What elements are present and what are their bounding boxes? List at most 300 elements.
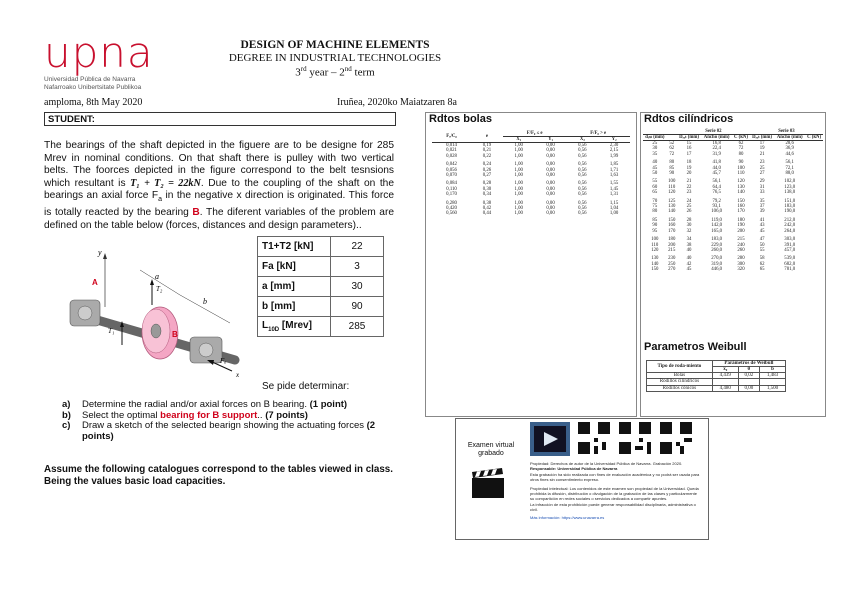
table-cell: 0,00	[546, 143, 555, 148]
recorded-exam-label: Examen virtual grabado	[467, 442, 515, 457]
table-cell: 21	[686, 179, 692, 185]
task-b: b) Select the optimal bearing for B support.. (7 points)	[62, 409, 308, 421]
label-T1: T₁	[108, 327, 115, 335]
table-cell: 27	[759, 171, 765, 177]
table-cell: 72	[669, 151, 675, 157]
table-cell: Rodillos cilíndricos	[647, 379, 713, 385]
table-cell: 270,0	[711, 256, 723, 262]
ball-table-row	[432, 161, 630, 168]
cyl-header-cell: C (kN)	[734, 135, 748, 140]
table-cell: 47	[759, 237, 765, 243]
table-cell: 180	[668, 237, 676, 243]
variable-value: 90	[331, 297, 384, 317]
ball-table-row	[432, 192, 630, 199]
table-cell: 190	[737, 223, 745, 229]
table-cell: 200	[668, 242, 676, 248]
weibull-title: Parametros Weibull	[644, 341, 747, 353]
table-cell: 100	[737, 165, 745, 171]
table-cell: 0,56	[578, 206, 587, 212]
label-y: y	[98, 248, 102, 257]
variable-key: T1+T2 [kN]	[258, 237, 331, 257]
cylindrical-catalogue-title: Rdtos cilíndricos	[644, 113, 734, 125]
variable-value: 3	[331, 257, 384, 277]
table-cell: 0,420	[446, 206, 457, 212]
table-cell: 56,1	[785, 160, 794, 166]
table-cell: Bolas	[647, 373, 713, 379]
table-cell: 17	[759, 141, 765, 146]
table-cell: 65	[652, 190, 658, 196]
table-cell: 0,56	[578, 162, 587, 168]
table-cell: 1,00	[514, 153, 523, 159]
table-cell: 1,00	[514, 200, 523, 206]
table-cell: 539,0	[784, 256, 796, 262]
table-cell: 85	[652, 217, 658, 223]
table-cell: 215	[668, 247, 676, 253]
table-cell: 0,00	[546, 192, 555, 198]
table-cell: 44,6	[785, 151, 794, 157]
table-cell: 0,56	[578, 153, 587, 159]
shaft-figure	[60, 245, 250, 385]
table-cell: 43	[759, 223, 765, 229]
table-cell: 0,00	[738, 385, 759, 391]
table-cell: 72	[738, 146, 744, 152]
table-cell: 150	[651, 267, 659, 273]
table-cell: 0,27	[482, 173, 492, 179]
table-cell: 65	[759, 267, 765, 273]
table-cell: 19	[759, 146, 765, 152]
ball-catalogue-table: Fₐ/C₀ e F/F₀ ≤ e F/F₀ > e X₁ Y₁ X₂ Y₂ 0,014 0,19 1,00 0,00 0,56 2,30 0,021 0,21 1,00 0,00 0,56 2,15 0,028 0,22 1,00 0,00 0,56 1,99 0,042 0,24 1,00 0,00 0,56 1,85 0,056 0,26 1,00 0,00 0,56 1,71 0,070 0,27 1,00 0,00 0,56 1,63 0,084 0,28 1,00 0,00 0,56 1,55 0,110 0,30 1,00 0,00 0,56 1,45 0,170 0,34 1,00 0,00 0,56 1,31 0,280 0,38 1,00 0,00 0,56 1,15 0,420 0,42 1,00 0,00 0,56 1,04 0,560 0,44 1,00 0,00 0,56 1,00	[432, 131, 630, 217]
table-cell: 55	[652, 179, 658, 185]
table-cell: 125	[668, 198, 676, 204]
variable-row	[258, 277, 384, 297]
variables-table	[257, 236, 384, 337]
table-cell: 120	[668, 190, 676, 196]
table-cell: 0,070	[446, 173, 457, 179]
table-cell: 1,00	[514, 211, 523, 217]
weibull-table: Tipo de roda-miento Parámetros de Weibull x₀ θ b Bolas 4,439 0,02 1,483 Rodillos cilíndricos Rodillos cónicos 4,480 0,00 1,500	[646, 360, 786, 392]
table-cell: 41	[759, 217, 765, 223]
cyl-table-row	[643, 209, 823, 216]
table-cell: 0,42	[482, 206, 492, 212]
cyl-header-cell: Dₑₓₜ (mm)	[750, 135, 774, 141]
degree-title: DEGREE IN INDUSTRIAL TECHNOLOGIES	[228, 52, 442, 64]
variable-value: 22	[331, 237, 384, 257]
se-pide-text: Se pide determinar:	[262, 381, 350, 392]
label-Fa: Fₐ	[220, 357, 227, 365]
year-term: 3rd year – 2nd term	[295, 65, 375, 79]
table-cell: 25	[652, 141, 658, 146]
table-cell: 64,4	[712, 184, 721, 190]
cyl-table-row	[643, 159, 823, 166]
table-cell: 19	[686, 165, 692, 171]
variable-row	[258, 257, 384, 277]
bearing-b-label: B	[192, 207, 200, 218]
table-cell: 0,56	[578, 143, 587, 148]
ball-table-row	[432, 199, 630, 206]
table-cell: 190,0	[784, 209, 796, 215]
table-cell: 183,0	[711, 237, 723, 243]
table-cell: 130	[651, 256, 659, 262]
table-cell: 58	[759, 256, 765, 262]
course-title: DESIGN OF MACHINE ELEMENTS	[240, 39, 430, 51]
table-cell: 0,00	[546, 173, 555, 179]
ball-table-row	[432, 154, 630, 161]
variable-row	[258, 297, 384, 317]
table-cell: 22,4	[712, 146, 721, 152]
label-x: x	[236, 371, 240, 379]
table-cell: 0,042	[446, 162, 457, 168]
video-legal-text: Propiedad: Derechos de autor de la Universidad Pública de Navarra. Grabación 2020. Responsable: Universidad Pública de Navarra Esta grabación ha sido realizada con fines de evaluación académica y no podrá ser usada para otros fines sin consentimiento expreso. Propiedad intelectual: Los contenidos de este examen son propiedad de la Universidad. Queda prohibida la difusión, distribución o divulgación de la grabación de las clases y particularmente su compartición en redes sociales o servicios dedicados a compartir apuntes. La infracción de esta prohibición puede generar responsabilidad disciplinaria, administrativa o civil. Más información: https://www.unavarra.es	[530, 461, 702, 520]
table-cell: 110	[668, 184, 676, 190]
qr-code-icon-1[interactable]	[578, 422, 610, 454]
variable-key: b [mm]	[258, 297, 331, 317]
table-cell: 1,00	[514, 162, 523, 168]
table-cell: 17	[686, 151, 692, 157]
table-cell: 16	[686, 146, 692, 152]
label-B: B	[172, 330, 178, 339]
table-cell: 682,0	[784, 261, 796, 267]
table-cell: 35	[652, 151, 658, 157]
table-cell: 21	[759, 151, 765, 157]
table-cell: 4,480	[712, 385, 738, 391]
table-cell: 446,0	[711, 267, 723, 273]
label-b: b	[203, 297, 207, 306]
table-cell: 0,280	[446, 200, 457, 206]
cyl-table-row	[643, 152, 823, 159]
qr-code-icon-3[interactable]	[660, 422, 692, 454]
table-cell: 0,00	[546, 162, 555, 168]
table-cell: 76,5	[712, 190, 721, 196]
ball-catalogue-panel	[425, 112, 637, 417]
table-cell: 18	[686, 160, 692, 166]
table-cell: 37	[759, 204, 765, 210]
table-cell: 170	[737, 209, 745, 215]
table-cell: 70	[652, 198, 658, 204]
table-cell: 1,63	[609, 173, 619, 179]
table-cell: 0,014	[446, 143, 457, 148]
table-cell: 142,0	[711, 223, 723, 229]
table-cell: 40	[686, 256, 692, 262]
cyl-table-row	[643, 190, 823, 197]
qr-code-icon-2[interactable]	[619, 422, 651, 454]
table-cell: 24	[686, 198, 692, 204]
table-cell: 457,0	[784, 247, 796, 253]
table-cell: 35	[759, 198, 765, 204]
table-cell: 79,2	[712, 198, 721, 204]
table-cell: 1,31	[609, 192, 619, 198]
table-cell: 0,44	[482, 211, 492, 217]
table-cell: 183,0	[784, 204, 796, 210]
table-cell: 50	[652, 171, 658, 177]
table-cell: 62	[759, 261, 765, 267]
table-cell: 32	[686, 228, 692, 234]
upna-logo: upna	[44, 28, 154, 77]
logo-subtitle: Universidad Pública de Navarra Nafarroako Unibertsitate Publikoa	[44, 76, 142, 91]
table-cell: 0,24	[482, 162, 492, 168]
table-cell: 300	[737, 261, 745, 267]
resultant-formula: T₁ + T₂ = 22kN	[130, 177, 201, 189]
table-cell: 15	[686, 141, 692, 146]
table-cell: 303,0	[784, 237, 796, 243]
table-cell: 1,500	[760, 385, 786, 391]
table-cell: 31,9	[712, 151, 721, 157]
table-cell: 50	[759, 242, 765, 248]
table-cell: 56,1	[712, 179, 721, 185]
table-cell: 230	[668, 256, 676, 262]
table-cell: 20	[686, 171, 692, 177]
table-cell: 0,56	[578, 181, 587, 187]
table-cell: 2,30	[609, 143, 619, 148]
table-cell: 120	[651, 247, 659, 253]
table-cell: 110	[737, 171, 745, 177]
table-cell: 102,0	[784, 179, 796, 185]
table-cell: 1,55	[609, 181, 619, 187]
table-cell: 100	[651, 237, 659, 243]
table-cell: 1,483	[760, 373, 786, 379]
table-cell: 0,28	[482, 181, 492, 187]
table-cell: 0,38	[482, 200, 492, 206]
table-cell: 45	[686, 267, 692, 273]
table-cell: 0,00	[546, 153, 555, 159]
table-cell: 25	[686, 204, 692, 210]
table-cell: 0,56	[578, 148, 587, 154]
table-cell: 215	[737, 237, 745, 243]
assume-text: Assume the following catalogues correspond to the tables viewed in class. Being the values basic load capacities.	[44, 464, 393, 487]
label-T2: T₂	[156, 285, 163, 293]
table-cell: 151,0	[784, 198, 796, 204]
cyl-table-row	[643, 229, 823, 236]
table-cell: 22	[686, 184, 692, 190]
table-cell: 170	[668, 228, 676, 234]
table-cell: 33	[759, 190, 765, 196]
table-cell: 52	[669, 141, 675, 146]
table-cell: 90	[652, 223, 658, 229]
cyl-header-cell: C (kN)	[807, 135, 822, 140]
table-cell: 0,560	[446, 211, 457, 217]
table-cell: 1,99	[609, 153, 619, 159]
table-cell: 391,0	[784, 242, 796, 248]
table-cell: 165,0	[711, 228, 723, 234]
label-a: a	[155, 272, 159, 281]
table-cell: 110	[651, 242, 659, 248]
cyl-header-cell: Ancho (mm)	[701, 135, 732, 141]
table-cell: 260	[737, 247, 745, 253]
table-cell: 0,21	[482, 148, 492, 154]
problem-statement: The bearings of the shaft depicted in the figuere are to be designe for 285 Mrev in nominal conditions. On that shaft there is pulley with two vertical belts. The foorces depicted in the figure correspond to the belt tesnsions which resultant is T₁ + T₂ = 22kN. Due to the coupling of the shaft on the bearings an axial force $F_a$ in the negative x direction is originated. This force is totally reacted by the bearing B. The diferent variables of the problem are defined on the table below (forces, distances and design parameters)..	[44, 140, 395, 231]
table-cell: 42	[686, 261, 692, 267]
table-cell: 1,71	[609, 167, 619, 173]
table-cell: 88,0	[785, 171, 794, 177]
table-cell: 320	[737, 267, 745, 273]
table-cell: 119,0	[711, 217, 722, 223]
table-cell: 1,85	[609, 162, 619, 168]
table-cell: 212,0	[784, 217, 796, 223]
table-cell: 40	[652, 160, 658, 166]
table-cell: 130	[668, 204, 676, 210]
variable-value: 285	[331, 317, 384, 337]
table-cell: 200	[737, 228, 745, 234]
table-cell: 0,26	[482, 167, 492, 173]
table-cell: 180	[737, 217, 745, 223]
table-cell: 130	[737, 184, 745, 190]
variable-key: Fa [kN]	[258, 257, 331, 277]
table-cell: 26	[686, 209, 692, 215]
cyl-table-row	[643, 216, 823, 223]
table-cell: 0,22	[482, 153, 492, 159]
table-cell: 319,0	[711, 261, 723, 267]
cyl-table-row	[643, 248, 823, 255]
table-cell: 34	[686, 237, 692, 243]
table-cell: 60	[652, 184, 658, 190]
table-cell: 16,8	[712, 141, 721, 146]
info-link[interactable]: Más información: https://www.unavarra.es	[530, 514, 605, 520]
table-cell: 45,7	[712, 171, 721, 177]
table-cell: 106,0	[711, 209, 723, 215]
cyl-table-row	[643, 171, 823, 178]
table-cell: 264,0	[784, 228, 796, 234]
table-cell: 72,1	[785, 165, 794, 171]
table-cell: 140	[651, 261, 659, 267]
video-thumbnail-icon	[530, 422, 570, 456]
table-cell: 0,00	[546, 181, 555, 187]
table-cell: 95	[652, 228, 658, 234]
table-cell: 1,00	[514, 186, 523, 192]
table-cell: 0,056	[446, 167, 457, 173]
table-cell: 1,15	[609, 200, 619, 206]
table-cell: 44,0	[712, 165, 721, 171]
cyl-table-row	[643, 178, 823, 185]
table-cell: 1,04	[609, 206, 619, 212]
cyl-table-row	[643, 197, 823, 204]
table-cell: 270	[668, 267, 676, 273]
table-cell: 93,1	[712, 204, 721, 210]
table-cell: 0,110	[446, 186, 457, 192]
table-cell: 140	[737, 190, 745, 196]
table-cell: 55	[759, 247, 765, 253]
table-cell: 0,021	[446, 148, 457, 154]
table-cell: 160	[668, 223, 676, 229]
table-cell: 1,00	[514, 181, 523, 187]
table-cell: 240	[737, 242, 745, 248]
table-cell: 28	[686, 217, 692, 223]
task-list	[62, 400, 392, 442]
table-cell: 90	[738, 160, 744, 166]
variable-row	[258, 237, 384, 257]
table-cell: 1,00	[609, 211, 619, 217]
table-cell: 80	[652, 209, 658, 215]
variable-key: a [mm]	[258, 277, 331, 297]
table-cell: 229,0	[711, 242, 723, 248]
table-cell: 0,56	[578, 186, 587, 192]
table-cell: 1,00	[514, 143, 523, 148]
table-cell: 45	[652, 165, 658, 171]
ball-table-row	[432, 180, 630, 187]
table-cell: 62	[669, 146, 675, 152]
variable-value: 30	[331, 277, 384, 297]
table-cell: 0,00	[546, 200, 555, 206]
table-cell: 75	[652, 204, 658, 210]
table-cell: 2,15	[609, 148, 619, 154]
table-cell: 1,00	[514, 206, 523, 212]
table-cell: 28,6	[785, 141, 794, 146]
table-cell: 62	[738, 141, 744, 146]
table-cell: 23	[686, 190, 692, 196]
table-cell: 45	[759, 228, 765, 234]
table-cell: 123,0	[784, 184, 796, 190]
table-cell: 0,00	[546, 186, 555, 192]
table-cell: 150	[668, 217, 676, 223]
table-cell: 1,00	[514, 173, 523, 179]
table-cell: 0,02	[738, 373, 759, 379]
table-cell: 30	[686, 223, 692, 229]
table-cell: 38	[686, 242, 692, 248]
ball-table-row	[432, 173, 630, 180]
table-cell: 242,0	[784, 223, 796, 229]
table-cell: 1,00	[514, 148, 523, 154]
table-cell: 120	[737, 179, 745, 185]
date-right: Iruñea, 2020ko Maiatzaren 8a	[337, 97, 457, 108]
table-cell: 1,00	[514, 192, 523, 198]
table-cell: 0,56	[578, 173, 587, 179]
table-cell: 100	[668, 179, 676, 185]
table-cell: 90	[669, 171, 675, 177]
task-c: c) Draw a sketch of the selected bearign showing the actuating forces (2 points)	[62, 420, 376, 442]
table-cell: 80	[738, 151, 744, 157]
student-field[interactable]: STUDENT:	[44, 112, 396, 126]
table-cell: 80	[669, 160, 675, 166]
cyl-table-row	[643, 267, 823, 272]
table-cell: 1,00	[514, 167, 523, 173]
table-cell: 0,00	[546, 167, 555, 173]
table-cell: 39	[759, 209, 765, 215]
table-cell: 0,56	[578, 211, 587, 217]
variable-row	[258, 317, 384, 337]
task-a: a) Determine the radial and/or axial forces on B bearing. (1 point)	[62, 399, 348, 410]
clapperboard-icon	[470, 468, 506, 500]
table-cell: 0,028	[446, 153, 457, 159]
table-cell: 260,0	[711, 247, 723, 253]
table-cell: 23	[759, 160, 765, 166]
table-cell: 781,0	[784, 267, 796, 273]
cyl-header-cell: Ancho (mm)	[774, 135, 805, 141]
table-cell: 0,084	[446, 181, 457, 187]
table-cell: 1,45	[609, 186, 619, 192]
table-cell: 29	[759, 179, 765, 185]
cylindrical-catalogue-table: Serie 02 Serie 03 dᵢₙₜ (mm) Dₑₓₜ (mm) Ancho (mm) C (kN) Dₑₓₜ (mm) Ancho (mm) C (kN) 25 52 15 16,8 62 17 28,6 30 62 16 22,4 72 19 36,9 35 72 17 31,9 80 21 44,6 40 80 18 41,8 90 23 56,1 45 85 19 44,0 100 25 72,1 50 90 20 45,7 110 27 88,0 55 100 21 56,1 120 29 102,0 60 110 22 64,4 130 31 123,0 65 120 23 76,5 140 33 138,0 70 125 24 79,2 150 35 151,0 75 130 25 93,1 160 37 183,0 80 140 26 106,0 170 39 190,0 85 150 28 119,0 180 41 212,0 90 160 30 142,0 190 43 242,0 95 170 32 165,0 200 45 264,0 100 180 34 183,0 215 47 303,0 110 200 38 229,0 240 50 391,0 120 215 40 260,0 260 55 457,0 130 230 40 270,0 280 58 539,0 140 250 42 319,0 300 62 682,0 150 270 45 446,0 320 65 781,0	[643, 129, 823, 273]
table-cell: 0,00	[546, 148, 555, 154]
table-cell: 280	[737, 256, 745, 262]
table-cell: 0,30	[482, 186, 492, 192]
date-left: amploma, 8th May 2020	[44, 97, 143, 108]
ball-catalogue-title: Rdtos bolas	[429, 113, 492, 125]
label-A: A	[92, 278, 98, 287]
table-cell: 0,56	[578, 200, 587, 206]
cyl-table-row	[643, 236, 823, 243]
table-cell: 0,34	[482, 192, 492, 198]
ball-table-row	[432, 211, 630, 216]
table-cell: 160	[737, 204, 745, 210]
table-cell: 0,19	[482, 143, 492, 148]
table-cell: 25	[759, 165, 765, 171]
table-cell: 85	[669, 165, 675, 171]
table-cell: 150	[737, 198, 745, 204]
cyl-header-cell: dᵢₙₜ (mm)	[643, 135, 667, 141]
variable-key: $L_{10D}$ [Mrev]	[258, 317, 331, 337]
table-cell: 0,56	[578, 192, 587, 198]
cyl-header-cell: Dₑₓₜ (mm)	[677, 135, 701, 141]
table-cell: 0,56	[578, 167, 587, 173]
table-cell: 250	[668, 261, 676, 267]
